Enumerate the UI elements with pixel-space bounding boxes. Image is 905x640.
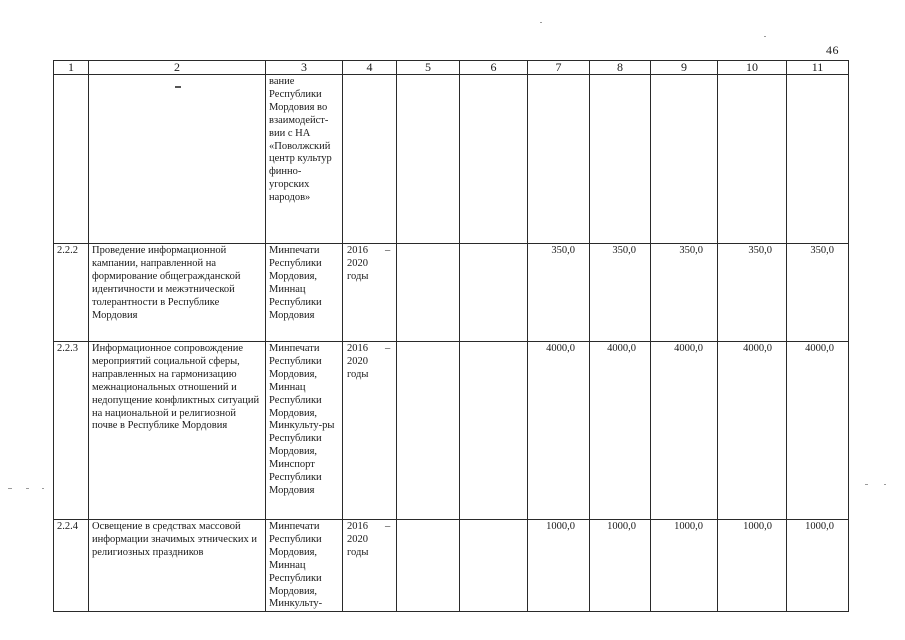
column-number: 3 [266, 61, 343, 75]
column-number: 10 [718, 61, 787, 75]
item-id: 2.2.4 [54, 520, 89, 612]
item-value-col11: 350,0 [787, 244, 849, 342]
table-row [54, 244, 849, 342]
item-value-col11 [787, 75, 849, 244]
scan-speck [865, 484, 868, 485]
item-value-col10 [718, 75, 787, 244]
column-number: 6 [460, 61, 528, 75]
scan-speck [884, 484, 886, 485]
item-executor: вание Республики Мордовия во взаимодейст-вии с НА «Поволжский центр культур финно-угорских народов» [266, 75, 343, 244]
column-number: 8 [590, 61, 651, 75]
item-value-col7: 350,0 [528, 244, 590, 342]
item-value-col9: 350,0 [651, 244, 718, 342]
item-executor: Минпечати Республики Мордовия, Миннац Республики Мордовия, Минкульту- [266, 520, 343, 612]
column-number: 7 [528, 61, 590, 75]
period-dash: – [385, 343, 391, 354]
item-executor: Минпечати Республики Мордовия, Миннац Республики Мордовия, Минкульту-ры Республики Мордовия, Минспорт Республики Мордовия [266, 342, 343, 520]
table-row [54, 75, 849, 244]
page-number: 46 [826, 43, 839, 57]
item-value-col6 [460, 75, 528, 244]
item-value-col11: 1000,0 [787, 520, 849, 612]
item-id: 2.2.2 [54, 244, 89, 342]
item-value-col5 [397, 342, 460, 520]
column-number: 9 [651, 61, 718, 75]
item-name: Информационное сопровождение мероприятий социальной сферы, направленных на гармонизацию межнациональных отношений и недопущение конфликтных ситуаций на национальной и религиозной почве в Республике Мордовия [89, 342, 266, 520]
item-value-col5 [397, 520, 460, 612]
period-text: 2016 2020 годы [347, 521, 369, 558]
scan-speck [42, 488, 44, 489]
scan-speck [175, 86, 181, 88]
item-name: Освещение в средствах массовой информации значимых этнических и религиозных праздников [89, 520, 266, 612]
item-value-col11: 4000,0 [787, 342, 849, 520]
program-table [53, 60, 849, 612]
item-value-col9: 4000,0 [651, 342, 718, 520]
column-number: 5 [397, 61, 460, 75]
item-executor: Минпечати Республики Мордовия, Миннац Республики Мордовия [266, 244, 343, 342]
item-id: 2.2.3 [54, 342, 89, 520]
item-period [343, 244, 397, 342]
item-value-col6 [460, 520, 528, 612]
scan-speck [8, 488, 12, 489]
column-number: 2 [89, 61, 266, 75]
scan-speck [540, 22, 542, 23]
item-period [343, 75, 397, 244]
item-value-col6 [460, 244, 528, 342]
item-value-col6 [460, 342, 528, 520]
item-period [343, 342, 397, 520]
item-id [54, 75, 89, 244]
column-number: 4 [343, 61, 397, 75]
period-dash: – [385, 521, 391, 532]
period-text: 2016 2020 годы [347, 245, 369, 282]
item-value-col7 [528, 75, 590, 244]
table-row [54, 342, 849, 520]
item-value-col7: 1000,0 [528, 520, 590, 612]
period-text: 2016 2020 годы [347, 343, 369, 380]
item-name [89, 75, 266, 244]
scan-speck [26, 488, 29, 489]
column-number: 1 [54, 61, 89, 75]
table-row [54, 520, 849, 612]
item-value-col5 [397, 75, 460, 244]
item-name: Проведение информационной кампании, направленной на формирование общегражданской идентичности и межэтнической толерантности в Республике Мордовия [89, 244, 266, 342]
column-number: 11 [787, 61, 849, 75]
item-value-col9: 1000,0 [651, 520, 718, 612]
item-value-col9 [651, 75, 718, 244]
period-dash: – [385, 245, 391, 256]
item-value-col8 [590, 75, 651, 244]
item-value-col7: 4000,0 [528, 342, 590, 520]
item-value-col8: 350,0 [590, 244, 651, 342]
item-value-col8: 4000,0 [590, 342, 651, 520]
item-value-col5 [397, 244, 460, 342]
item-value-col10: 350,0 [718, 244, 787, 342]
item-value-col10: 1000,0 [718, 520, 787, 612]
scan-speck [764, 36, 766, 37]
item-value-col8: 1000,0 [590, 520, 651, 612]
item-value-col10: 4000,0 [718, 342, 787, 520]
item-period [343, 520, 397, 612]
column-number-row [54, 61, 849, 75]
